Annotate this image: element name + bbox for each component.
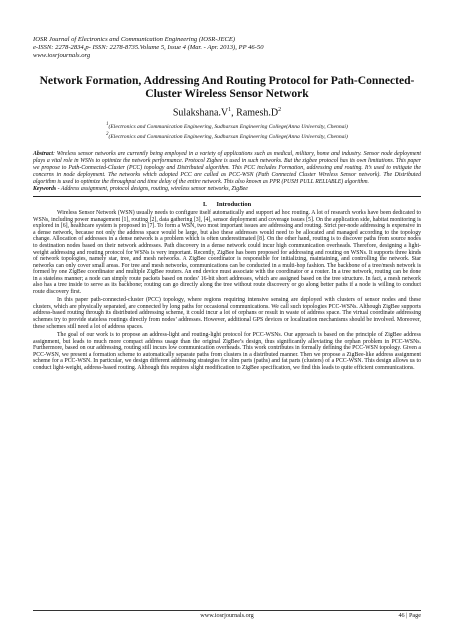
journal-website: www.iosrjournals.org: [33, 52, 91, 60]
affiliation-1-sup: 1: [106, 121, 109, 127]
paper-title: Network Formation, Addressing And Routing Protocol for Path-Connected-Cluster Wireless Sensor Network: [39, 73, 415, 101]
affiliations: [33, 121, 421, 141]
author-2-sup: 2: [278, 106, 282, 113]
affiliation-2-sup: 2: [106, 131, 109, 137]
keywords-text: - Address assignment, protocol designs, routing, wireless sensor networks, ZigBee: [56, 186, 248, 193]
affiliation-1-text: (Electronics and Communication Engineering, Sudharsan Engineering College(Anna University, Chennai): [108, 123, 348, 130]
journal-header: [33, 36, 421, 61]
keywords-label: Keywords: [33, 186, 57, 193]
affiliation-2: [33, 131, 421, 141]
footer-page-number: 46 | Page: [398, 612, 421, 619]
author-2-name: , Ramesh.D: [231, 106, 279, 118]
divider: [33, 196, 421, 197]
page-footer: [33, 612, 421, 619]
keywords: [33, 186, 421, 193]
abstract: [33, 151, 421, 186]
affiliation-1: [33, 121, 421, 131]
author-1-name: Sulakshana.V: [172, 106, 229, 118]
affiliation-2-text: (Electronics and Communication Engineering, Sudharsan Engineering College(Anna University, Chennai): [108, 133, 348, 140]
author-1-sup: 1: [228, 106, 232, 113]
abstract-label: Abstract: [33, 150, 53, 157]
paper-authors: [33, 107, 421, 118]
section-heading: I. Introduction: [202, 201, 252, 209]
abstract-text: : Wireless sensor networks are currently being employed in a variety of applications such as medical, military, home and industry. Sensor node deployment plays a vital role in WSNs to optimize the network performance. Protocol Zigbee is used in such networks. But the zigbee protocol has its own limitations. This paper we propose to Path-Connected-Cluster (PCC) topology and Distributed algorithm. This PCC includes Formation, addressing and routing. It’s used to mitigate the concerns in node deployment. The networks which adopted PCC are called as PCC-WSN (Path Connected Cluster Wireless Sensor network). The Distributed algorithm is used to optimize the throughput and time delay of the entire network. This also known as PPR (PUSH PULL RELIABLE) algorithm.: [33, 150, 421, 186]
footer-divider: [33, 610, 421, 611]
intro-paragraph-3: The goal of our work is to propose an address-light and routing-light protocol for PCC-WSNs. Our approach is based on the principle of ZigBee address assignment, but leads to much more compact address usage than the original ZigBee’s design, thus significantly alleviating the orphan problem in PCC-WSNs. Furthermore, based on our addressing, routing still incurs low communication overheads. This work contributes in formally defining the PCC-WSN topology. Given a PCC-WSN, we present a formation scheme to automatically separate paths from clusters in a distributed manner. Then we propose a ZigBee-like address assignment scheme for a PCC-WSN. In particular, we design different addressing strategies for slim parts (paths) and fat parts (clusters) of a PCC-WSN. This design allows us to conduct light-weight, address-based routing. Although this requires slight modification to ZigBee specification, we find this leads to quite efficient communications.: [33, 332, 421, 371]
footer-website: www.iosrjournals.org: [200, 612, 254, 619]
journal-name: IOSR Journal of Electronics and Communication Engineering (IOSR-JECE): [33, 36, 236, 43]
intro-paragraph-1: Wireless Sensor Network (WSN) usually needs to configure itself automatically and support ad hoc routing. A lot of research works have been dedicated to WSNs, including power management [1], routing [2], data gathering [3], [4], sensor deployment and coverage issues [5]. On the application side, habitat monitoring is explored in [6], healthcare system is proposed in [7]. To form a WSN, two most important issues are addressing and routing. Strict per-node addressing is expensive in a dense network, because not only the address space would be large, but also these addresses would need to be allocated and managed according to the topology change. Allocation of addresses in a dense network is a problem which is often underestimated [8]. On the other hand, routing is to discover paths from source nodes to destination nodes based on their network addresses. Path discovery in a dense network could incur high communication overheads. Therefore, designing a light-weight addressing and routing protocol for WSNs is very important. Recently, ZigBee has been proposed for addressing and routing on WSNs. It supports three kinds of network topologies, namely star, tree, and mesh networks. A ZigBee coordinator is responsible for initializing, maintaining, and controlling the network. Star networks can only cover small areas. For tree and mesh networks, communications can be conducted in a multi-hop fashion. The backbone of a tree/mesh network is formed by one ZigBee coordinator and multiple ZigBee routers. An end device must associate with the coordinator or a router. In a tree network, routing can be done in a stateless manner; a node can simply route packets based on nodes’ 16-bit short addresses, which are assigned based on the tree structure. In fact, a mesh network also has a tree inside to serve as its backbone; routing can go directly along the tree without route discovery or go along better paths if a node is willing to conduct route discovery first.: [33, 210, 421, 295]
journal-issn: e-ISSN: 2278-2834,p- ISSN: 2278-8735.Volume 5, Issue 4 (Mar. - Apr. 2013), PP 46-50: [33, 44, 264, 52]
intro-paragraph-2: In this paper path-connected-cluster (PCC) topology, where regions requiring intensive sensing are deployed with clusters of sensor nodes and these clusters, which are physically separated, are connected by long paths for occasional communications. We call such topologies PCC-WSNs. Although ZigBee supports address-based routing through its distributed addressing scheme, it could incur a lot of orphans or result in waste of address space. The virtual coordinate addressing schemes try to provide stateless routings directly from nodes’ addresses. However, additional GPS devices or localization mechanisms should be involved. Moreover, these schemes still need a lot of address spaces.: [33, 297, 421, 330]
